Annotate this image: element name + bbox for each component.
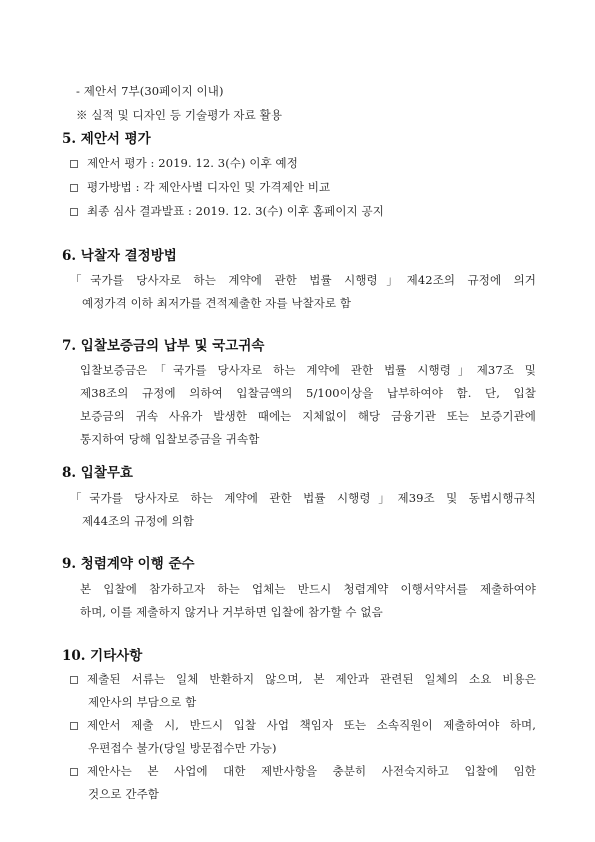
s7-line-3: 보증금의 귀속 사유가 발생한 때에는 지체없이 해당 금융기관 또는 보증기관에 <box>80 409 536 423</box>
s10-item-3-text: 제안사는 본 사업에 대한 제반사항을 충분히 사전숙지하고 입찰에 임한 <box>87 764 536 778</box>
checkbox-bullet-icon <box>70 184 78 192</box>
s9-line-2: 하며, 이를 제출하지 않거나 거부하면 입찰에 참가할 수 없음 <box>80 605 383 619</box>
s10-item-1-text: 제출된 서류는 일체 반환하지 않으며, 본 제안과 관련된 일체의 소요 비용은 <box>87 672 536 686</box>
s5-item-1 <box>70 156 298 170</box>
s9-line-1: 본 입찰에 참가하고자 하는 업체는 반드시 청렴계약 이행서약서를 제출하여야 <box>80 582 536 596</box>
s5-item-1-text: 제안서 평가 : 2019. 12. 3(수) 이후 예정 <box>87 156 298 170</box>
s7-line-4: 통지하여 당해 입찰보증금을 귀속함 <box>80 432 260 446</box>
checkbox-bullet-icon <box>70 722 78 730</box>
s5-item-2-text: 평가방법 : 각 제안사별 디자인 및 가격제안 비교 <box>87 180 331 194</box>
s10-item-3 <box>70 764 536 778</box>
intro-line-note: ※ 실적 및 디자인 등 기술평가 자료 활용 <box>76 108 283 122</box>
s8-line-2: 제44조의 규정에 의함 <box>82 514 195 528</box>
s5-item-3-text: 최종 심사 결과발표 : 2019. 12. 3(수) 이후 홈페이지 공지 <box>87 204 384 218</box>
checkbox-bullet-icon <box>70 208 78 216</box>
s7-line-1: 입찰보증금은「국가를 당사자로 하는 계약에 관한 법률 시행령」제37조 및 <box>80 363 536 377</box>
s10-item-3-cont: 것으로 간주함 <box>88 787 160 801</box>
s10-item-2 <box>70 718 536 732</box>
s6-line-2: 예정가격 이하 최저가를 견적제출한 자를 낙찰자로 함 <box>82 296 352 310</box>
s10-item-1-cont: 제안사의 부담으로 함 <box>88 695 197 709</box>
s10-item-2-text: 제안서 제출 시, 반드시 입찰 사업 책임자 또는 소속직원이 제출하여야 하며, <box>87 718 536 732</box>
checkbox-bullet-icon <box>70 160 78 168</box>
section-7-title: 7. 입찰보증금의 납부 및 국고귀속 <box>62 338 265 354</box>
s5-item-3 <box>70 204 384 218</box>
section-9-title: 9. 청렴계약 이행 준수 <box>62 556 195 572</box>
section-5-title: 5. 제안서 평가 <box>62 131 151 147</box>
checkbox-bullet-icon <box>70 768 78 776</box>
intro-line-proposal-count: - 제안서 7부(30페이지 이내) <box>76 84 224 98</box>
s5-item-2 <box>70 180 330 194</box>
s10-item-2-cont: 우편접수 불가(당일 방문접수만 가능) <box>88 741 277 755</box>
s6-line-1: 「국가를 당사자로 하는 계약에 관한 법률 시행령」제42조의 규정에 의거 <box>70 273 536 287</box>
section-10-title: 10. 기타사항 <box>62 648 143 664</box>
s8-line-1: 「국가를 당사자로 하는 계약에 관한 법률 시행령」제39조 및 동법시행규칙 <box>70 491 536 505</box>
section-8-title: 8. 입찰무효 <box>62 465 133 481</box>
s7-line-2: 제38조의 규정에 의하여 입찰금액의 5/100이상을 납부하여야 함. 단, 입찰 <box>80 386 536 400</box>
section-6-title: 6. 낙찰자 결정방법 <box>62 248 177 264</box>
checkbox-bullet-icon <box>70 676 78 684</box>
s10-item-1 <box>70 672 536 686</box>
